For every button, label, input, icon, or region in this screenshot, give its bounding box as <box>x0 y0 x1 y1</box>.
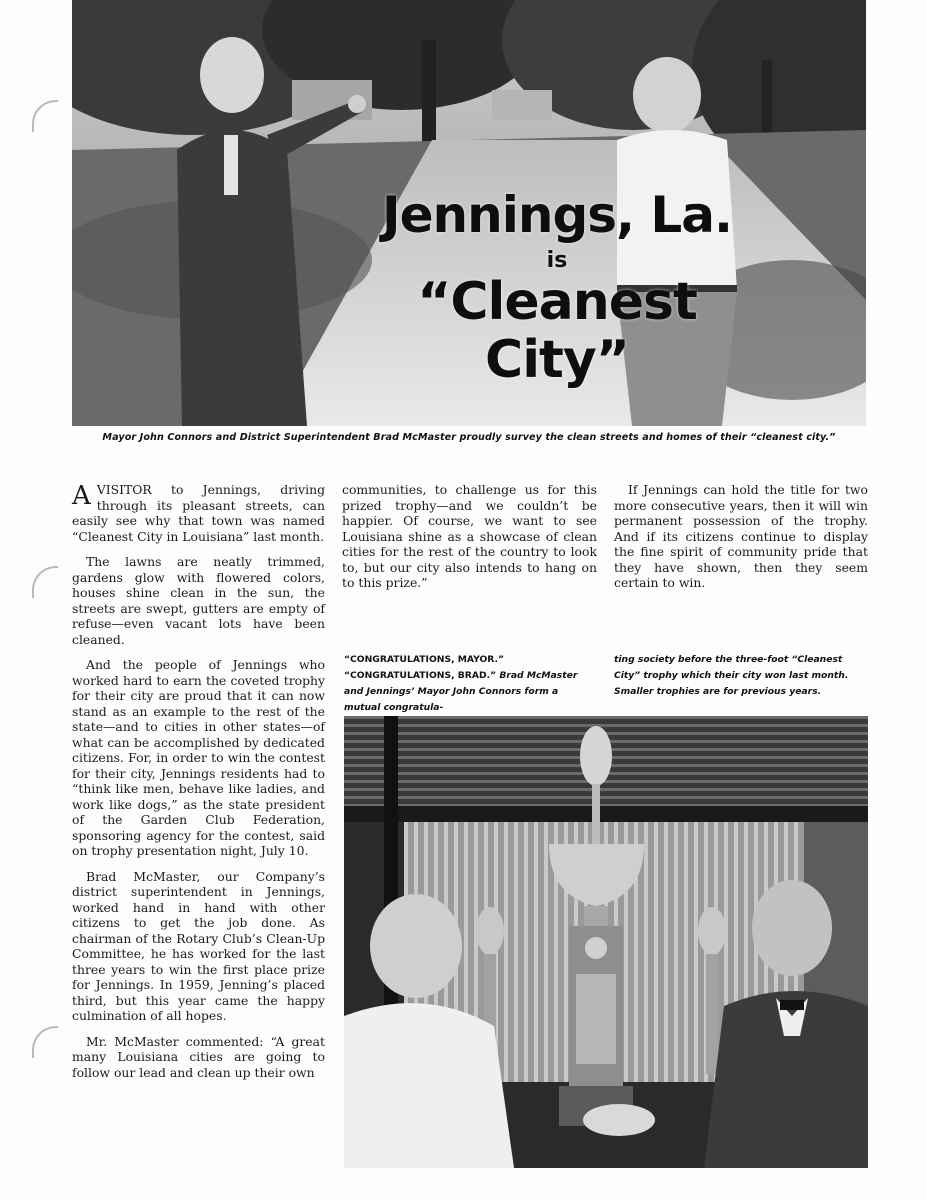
article-column-2 <box>342 482 597 601</box>
paragraph-text: VISITOR to Jennings, driving through its pleasant streets, can easily see why that town was named “Cleanest City in Louisiana” last month. <box>72 482 325 544</box>
article-paragraph: Mr. McMaster commented: “A great many Louisiana cities are going to follow our lead and clean up their own <box>72 1033 325 1080</box>
article-paragraph <box>72 482 325 544</box>
bottom-photo-caption-part-2 <box>614 652 870 700</box>
article-paragraph: Brad McMaster, our Company’s district superintendent in Jennings, worked hand in hand with other citizens to get the job done. As chairman of the Rotary Club’s Clean-Up Committee, he has worked for the last three years to win the first place prize for Jennings. In 1959, Jenning’s placed third, but this year came the happy culmination of all hopes. <box>72 868 325 1023</box>
top-photo <box>72 0 866 426</box>
article-paragraph: communities, to challenge us for this prized trophy—and we couldn’t be happier. Of course, we want to see Louisiana shine as a showcase of clean cities for the rest of the country to look to, but our city also intends to hang on to this prize.” <box>342 482 597 590</box>
headline-line-1: Jennings, La. <box>382 186 732 244</box>
article-column-1 <box>72 482 325 1090</box>
binder-hole-mark <box>32 1026 58 1058</box>
headline-line-4: City” <box>485 330 629 390</box>
article-paragraph: The lawns are neatly trimmed, gardens glow with flowered colors, houses shine clean in the sun, the streets are swept, gutters are empty of refuse—even vacant lots have been cleaned. <box>72 554 325 647</box>
headline-line-2: is <box>546 248 568 273</box>
caption-text: ting society before the three-foot “Cleanest City” trophy which their city won last month. Smaller trophies are for previous years. <box>614 654 849 697</box>
article-paragraph: If Jennings can hold the title for two more consecutive years, then it will win permanent possession of the trophy. And if its citizens continue to display the fine spirit of community pride that they have shown, then they seem certain to win. <box>614 482 868 590</box>
headline <box>342 186 772 390</box>
binder-hole-mark <box>32 100 58 132</box>
trophy-handshake-illustration <box>344 716 868 1168</box>
article-paragraph: And the people of Jennings who worked hard to earn the coveted trophy for their city are proud that it can now stand as an example to the rest of the state—and to cities in other states—of what can be accomplished by dedicated citizens. For, in order to win the contest for their city, Jennings residents had to “think like men, behave like ladies, and work like dogs,” as the state president of the Garden Club Federation, sponsoring agency for the contest, said on trophy presentation night, July 10. <box>72 657 325 858</box>
headline-line-3: “Cleanest <box>417 272 697 332</box>
drop-cap: A <box>72 481 91 511</box>
caption-text: Brad McMaster and Jennings’ Mayor John Connors form a mutual congratula- <box>344 670 578 713</box>
top-photo-caption: Mayor John Connors and District Superintendent Brad McMaster proudly survey the clean streets and homes of their “cleanest city.” <box>102 432 836 443</box>
binder-hole-mark <box>32 566 58 598</box>
article-column-3 <box>614 482 868 601</box>
caption-lead: “CONGRATULATIONS, MAYOR.” “CONGRATULATIONS, BRAD.” <box>344 654 505 681</box>
bottom-photo-caption-part-1 <box>344 652 597 716</box>
bottom-photo <box>344 716 868 1168</box>
